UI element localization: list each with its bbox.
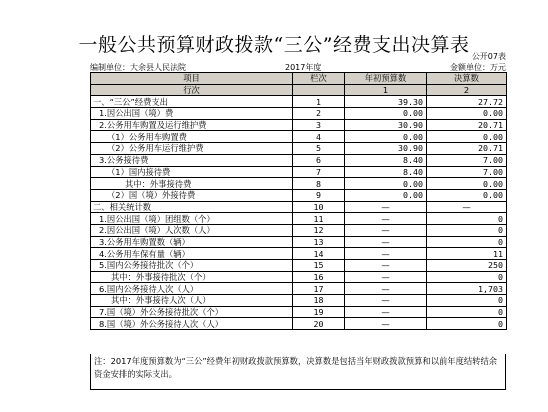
row-actual: 0 (427, 306, 507, 318)
row-item: 其中：外事接待人次（人） (91, 295, 293, 307)
row-col-no: 16 (293, 271, 345, 283)
table-row (91, 201, 507, 213)
row-budget: 0.00 (345, 178, 427, 190)
table-row (91, 96, 507, 108)
header-row (91, 73, 507, 85)
row-col-no: 7 (293, 166, 345, 178)
currency-unit: 金额单位：万元 (450, 63, 506, 72)
row-actual: — (427, 201, 507, 213)
row-budget: — (345, 295, 427, 307)
row-item: 二、相关统计数 (91, 201, 293, 213)
row-item: 一、“三公”经费支出 (91, 96, 293, 108)
row-budget: 0.00 (345, 131, 427, 143)
expenditure-table (90, 72, 507, 330)
row-col-no: 10 (293, 201, 345, 213)
row-col-no: 17 (293, 283, 345, 295)
row-item: 2.因公出国（境）人次数（人） (91, 224, 293, 236)
row-actual: 0.00 (427, 189, 507, 201)
row-item: 1.因公出国（境）团组数（个） (91, 213, 293, 225)
row-budget: 8.40 (345, 154, 427, 166)
row-budget: 0.00 (345, 108, 427, 120)
row-budget: — (345, 248, 427, 260)
row-budget: 8.40 (345, 166, 427, 178)
table-title: 一般公共预算财政拨款“三公”经费支出决算表 (78, 34, 470, 56)
form-number: 公开07表 (471, 52, 506, 61)
row-col-no: 1 (293, 96, 345, 108)
table-row (91, 119, 507, 131)
row-col-no: 15 (293, 260, 345, 272)
row-actual: 27.72 (427, 96, 507, 108)
table-row (91, 178, 507, 190)
header-col-no: 栏次 (293, 73, 345, 85)
row-budget: — (345, 260, 427, 272)
row-actual: 7.00 (427, 154, 507, 166)
row-item: 2.公务用车购置及运行维护费 (91, 119, 293, 131)
table-row (91, 283, 507, 295)
subheader-row-label: 行次 (91, 84, 293, 96)
compiling-unit: 编制单位：大余县人民法院 (90, 63, 186, 72)
row-actual: 7.00 (427, 166, 507, 178)
row-budget: 30.90 (345, 119, 427, 131)
row-item: （2）公务用车运行维护费 (91, 143, 293, 155)
row-col-no: 12 (293, 224, 345, 236)
row-item: 3.公务接待费 (91, 154, 293, 166)
table-row (91, 236, 507, 248)
table-row (91, 306, 507, 318)
row-budget: 30.90 (345, 143, 427, 155)
subheader-actual: 2 (427, 84, 507, 96)
row-item: 5.国内公务接待批次（个） (91, 260, 293, 272)
row-budget: — (345, 213, 427, 225)
table-row (91, 154, 507, 166)
table-row (91, 295, 507, 307)
row-actual: 250 (427, 260, 507, 272)
table-row (91, 318, 507, 330)
row-col-no: 18 (293, 295, 345, 307)
row-budget: — (345, 236, 427, 248)
row-item: 其中：外事接待批次（个） (91, 271, 293, 283)
row-budget: — (345, 306, 427, 318)
row-item: 其中：外事接待费 (91, 178, 293, 190)
row-item: （1）公务用车购置费 (91, 131, 293, 143)
row-actual: 0 (427, 295, 507, 307)
header-budget: 年初预算数 (345, 73, 427, 85)
row-col-no: 8 (293, 178, 345, 190)
header-actual: 决算数 (427, 73, 507, 85)
table-row (91, 248, 507, 260)
row-col-no: 9 (293, 189, 345, 201)
row-budget: 0.00 (345, 189, 427, 201)
row-col-no: 13 (293, 236, 345, 248)
row-col-no: 4 (293, 131, 345, 143)
row-actual: 20.71 (427, 119, 507, 131)
table-row (91, 143, 507, 155)
table-row (91, 131, 507, 143)
row-actual: 0 (427, 236, 507, 248)
row-actual: 0.00 (427, 131, 507, 143)
row-budget: — (345, 318, 427, 330)
row-budget: — (345, 271, 427, 283)
row-col-no: 11 (293, 213, 345, 225)
row-item: 6.国内公务接待人次（人） (91, 283, 293, 295)
footnote: 注：2017年度预算数为“三公”经费年初财政拨款预算数，决算数是包括当年财政拨款预算和以前年度结转结余资金安排的实际支出。 (90, 354, 506, 390)
fiscal-year: 2017年度 (285, 63, 322, 72)
row-col-no: 5 (293, 143, 345, 155)
table-row (91, 108, 507, 120)
row-col-no: 6 (293, 154, 345, 166)
row-actual: 0 (427, 224, 507, 236)
table-row (91, 260, 507, 272)
row-actual: 20.71 (427, 143, 507, 155)
header-item: 项目 (91, 73, 293, 85)
table-row (91, 224, 507, 236)
row-actual: 0 (427, 318, 507, 330)
row-item: 4.公务用车保有量（辆） (91, 248, 293, 260)
row-item: 8.国（境）外公务接待人次（人） (91, 318, 293, 330)
subheader-col-no (293, 84, 345, 96)
row-item: 1.因公出国（境）费 (91, 108, 293, 120)
row-actual: 11 (427, 248, 507, 260)
row-budget: — (345, 201, 427, 213)
table-row (91, 271, 507, 283)
row-budget: — (345, 224, 427, 236)
row-actual: 0.00 (427, 178, 507, 190)
row-col-no: 14 (293, 248, 345, 260)
table-row (91, 166, 507, 178)
row-actual: 1,703 (427, 283, 507, 295)
row-col-no: 19 (293, 306, 345, 318)
row-item: （2）国（境）外接待费 (91, 189, 293, 201)
row-item: 3.公务用车购置数（辆） (91, 236, 293, 248)
row-item: 7.国（境）外公务接待批次（个） (91, 306, 293, 318)
row-col-no: 20 (293, 318, 345, 330)
row-col-no: 2 (293, 108, 345, 120)
row-actual: 0 (427, 213, 507, 225)
row-col-no: 3 (293, 119, 345, 131)
row-budget: — (345, 283, 427, 295)
table-row (91, 189, 507, 201)
row-budget: 39.30 (345, 96, 427, 108)
row-item: （1）国内接待费 (91, 166, 293, 178)
subheader-row (91, 84, 507, 96)
table-row (91, 213, 507, 225)
row-actual: 0.00 (427, 108, 507, 120)
row-actual: 0 (427, 271, 507, 283)
subheader-budget: 1 (345, 84, 427, 96)
